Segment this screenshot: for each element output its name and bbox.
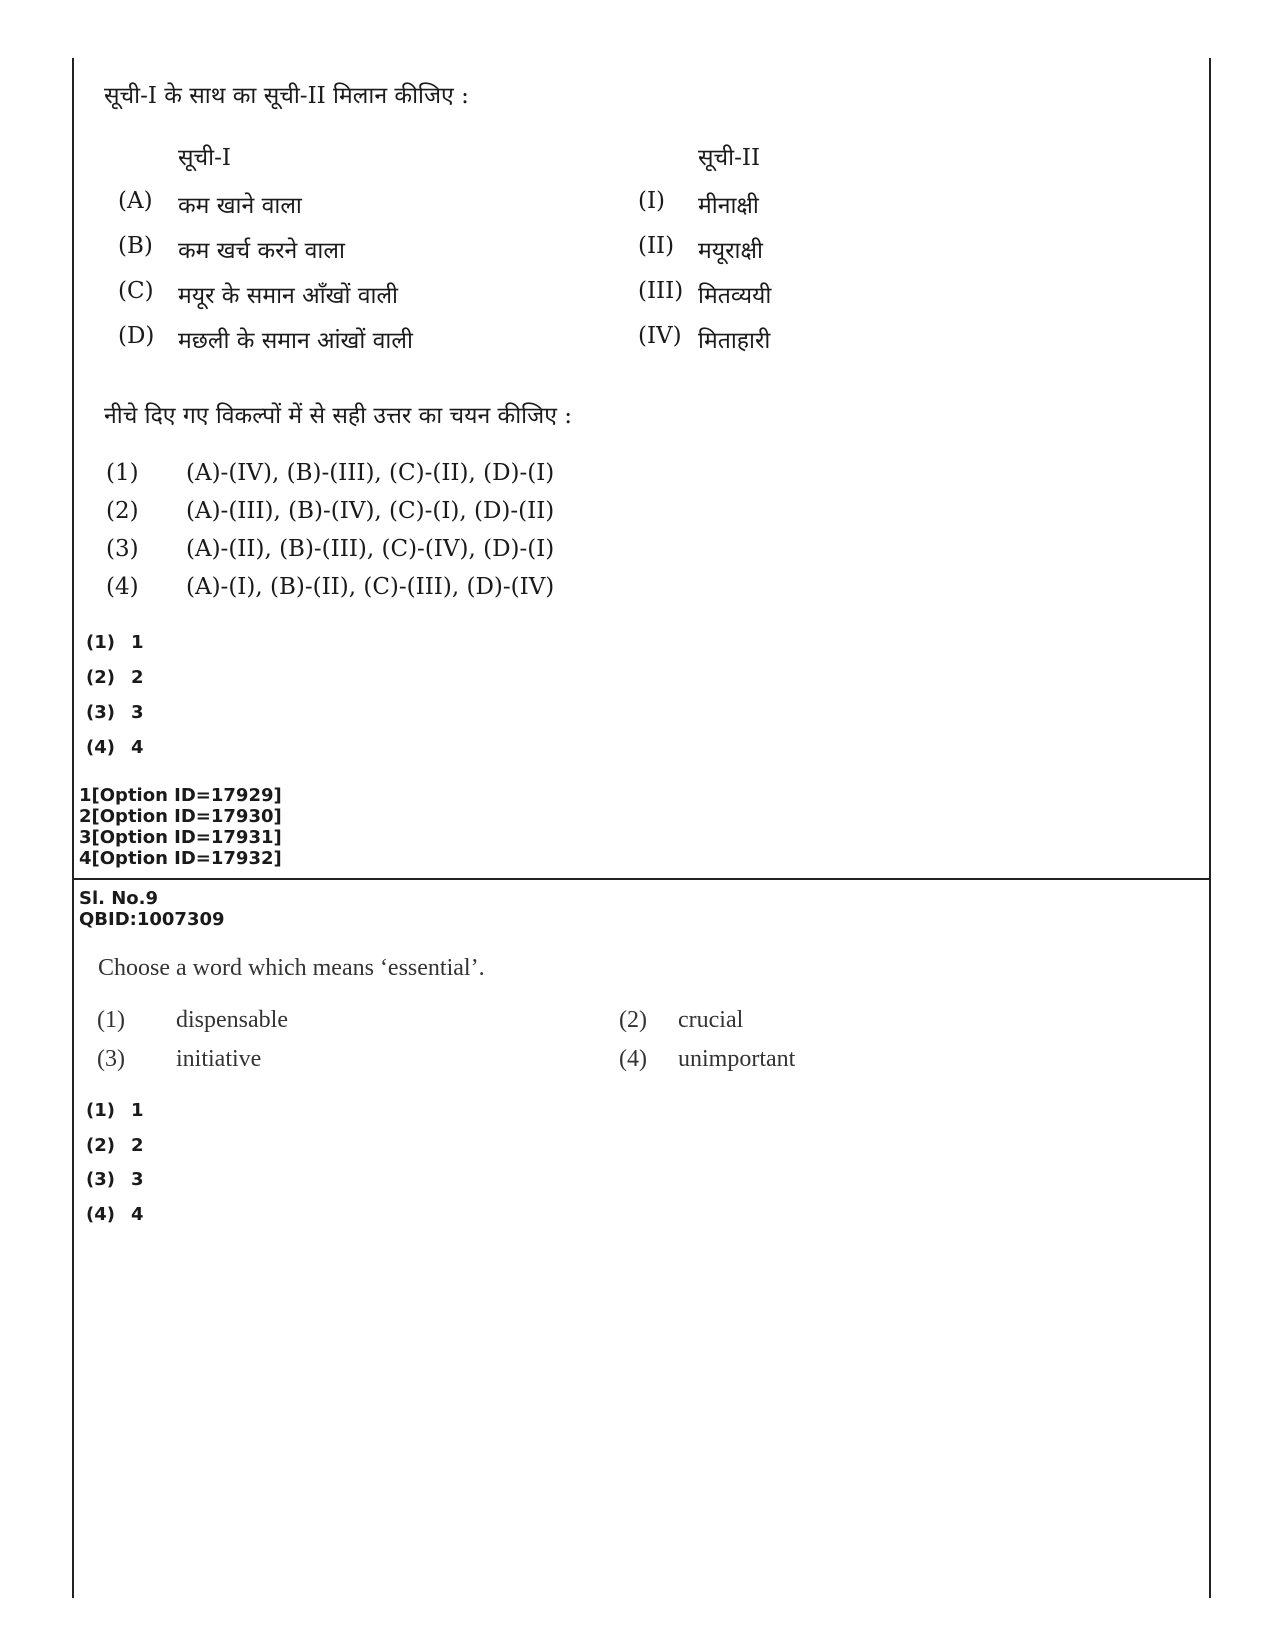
answer-value: 1: [131, 632, 144, 653]
list2-key-ii: (II): [638, 233, 675, 259]
list1-item-b: कम खर्च करने वाला: [178, 238, 345, 264]
answer-value: 1: [131, 1100, 144, 1121]
list1-key-d: (D): [118, 323, 155, 349]
question-divider: [72, 878, 1211, 880]
choice-number: (3): [106, 536, 139, 562]
list2-item-i: मीनाक्षी: [698, 193, 759, 219]
serial-number: Sl. No.9: [79, 888, 159, 909]
list2-item-iv: मिताहारी: [698, 328, 771, 354]
choice-text: (A)-(I), (B)-(II), (C)-(III), (D)-(IV): [186, 574, 555, 600]
choice-number: (2): [106, 498, 139, 524]
choice-number: (1): [106, 460, 139, 486]
option-number: (3): [97, 1046, 125, 1072]
choice-text: (A)-(IV), (B)-(III), (C)-(II), (D)-(I): [186, 460, 555, 486]
answer-value: 4: [131, 1204, 144, 1225]
answer-number: (2): [86, 667, 115, 688]
option-text: unimportant: [678, 1046, 796, 1072]
option-number: (1): [97, 1007, 125, 1033]
option-id: 2[Option ID=17930]: [79, 806, 282, 827]
list2-item-iii: मितव्ययी: [698, 283, 772, 309]
choice-text: (A)-(II), (B)-(III), (C)-(IV), (D)-(I): [186, 536, 555, 562]
list1-item-a: कम खाने वाला: [178, 193, 302, 219]
answer-number: (3): [86, 702, 115, 723]
option-id: 1[Option ID=17929]: [79, 785, 282, 806]
answer-number: (4): [86, 1204, 115, 1225]
answer-number: (2): [86, 1135, 115, 1156]
answer-value: 3: [131, 1169, 144, 1190]
answer-value: 4: [131, 737, 144, 758]
option-id: 4[Option ID=17932]: [79, 848, 282, 869]
list2-item-ii: मयूराक्षी: [698, 238, 763, 264]
list1-heading: सूची-I: [178, 145, 231, 171]
list1-key-a: (A): [118, 188, 153, 214]
list2-key-i: (I): [638, 188, 666, 214]
option-id: 3[Option ID=17931]: [79, 827, 282, 848]
answer-number: (1): [86, 1100, 115, 1121]
question-text: Choose a word which means ‘essential’.: [98, 955, 485, 981]
choose-prompt: नीचे दिए गए विकल्पों में से सही उत्तर का चयन कीजिए :: [104, 403, 572, 429]
option-number: (4): [619, 1046, 647, 1072]
choice-number: (4): [106, 574, 139, 600]
list1-item-c: मयूर के समान आँखों वाली: [178, 283, 399, 309]
page-border-left: [72, 58, 74, 1598]
answer-number: (4): [86, 737, 115, 758]
list2-heading: सूची-II: [698, 145, 761, 171]
list1-key-b: (B): [118, 233, 153, 259]
question-bank-id: QBID:1007309: [79, 909, 225, 930]
answer-value: 2: [131, 1135, 144, 1156]
option-text: crucial: [678, 1007, 744, 1033]
option-text: dispensable: [176, 1007, 288, 1033]
option-number: (2): [619, 1007, 647, 1033]
answer-value: 3: [131, 702, 144, 723]
choice-text: (A)-(III), (B)-(IV), (C)-(I), (D)-(II): [186, 498, 555, 524]
option-text: initiative: [176, 1046, 262, 1072]
answer-number: (3): [86, 1169, 115, 1190]
list1-key-c: (C): [118, 278, 154, 304]
list2-key-iii: (III): [638, 278, 684, 304]
list2-key-iv: (IV): [638, 323, 682, 349]
list1-item-d: मछली के समान आंखों वाली: [178, 328, 413, 354]
match-instruction: सूची-I के साथ का सूची-II मिलान कीजिए :: [104, 83, 469, 109]
page-border-right: [1209, 58, 1211, 1598]
answer-value: 2: [131, 667, 144, 688]
answer-number: (1): [86, 632, 115, 653]
